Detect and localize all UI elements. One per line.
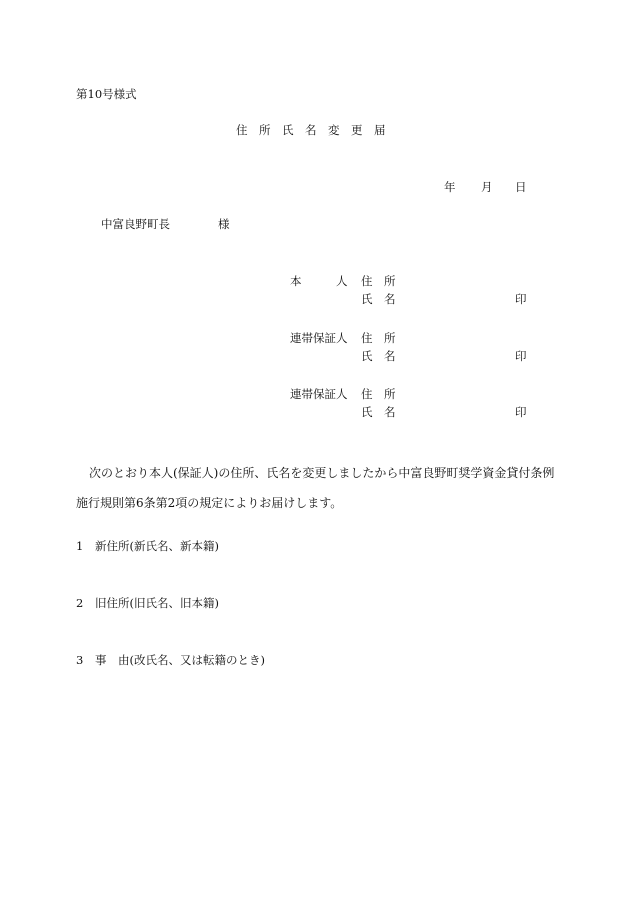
principal-seal: 印 <box>515 292 527 306</box>
addressee-honorific: 様 <box>218 217 230 231</box>
item-3-number: 3 <box>76 653 84 667</box>
guarantor-1-address-label: 住 所 <box>361 331 396 345</box>
addressee-name: 中富良野町長 <box>101 217 170 231</box>
guarantor-2-address-label: 住 所 <box>361 387 396 401</box>
guarantor-2-label: 連帯保証人 <box>290 387 348 401</box>
item-2-number: 2 <box>76 596 84 610</box>
body-line-1: 次のとおり本人(保証人)の住所、氏名を変更しましたから中富良野町奨学資金貸付条例 <box>89 466 555 480</box>
principal-label: 本 人 <box>290 274 348 288</box>
guarantor-1-label: 連帯保証人 <box>290 331 348 345</box>
form-title: 住 所 氏 名 変 更 届 <box>236 123 386 137</box>
date-month: 月 <box>481 180 493 194</box>
principal-address-label: 住 所 <box>361 274 396 288</box>
guarantor-1-name-label: 氏 名 <box>361 349 396 363</box>
item-1-number: 1 <box>76 539 84 553</box>
item-1-text: 新住所(新氏名、新本籍) <box>95 539 219 553</box>
item-3-text: 事 由(改氏名、又は転籍のとき) <box>95 653 265 667</box>
guarantor-1-seal: 印 <box>515 349 527 363</box>
date-year: 年 <box>444 180 456 194</box>
guarantor-2-seal: 印 <box>515 405 527 419</box>
body-line-2: 施行規則第6条第2項の規定によりお届けします。 <box>76 496 343 510</box>
form-number: 第10号様式 <box>76 87 137 101</box>
principal-name-label: 氏 名 <box>361 292 396 306</box>
date-day: 日 <box>515 180 527 194</box>
guarantor-2-name-label: 氏 名 <box>361 405 396 419</box>
item-2-text: 旧住所(旧氏名、旧本籍) <box>95 596 219 610</box>
